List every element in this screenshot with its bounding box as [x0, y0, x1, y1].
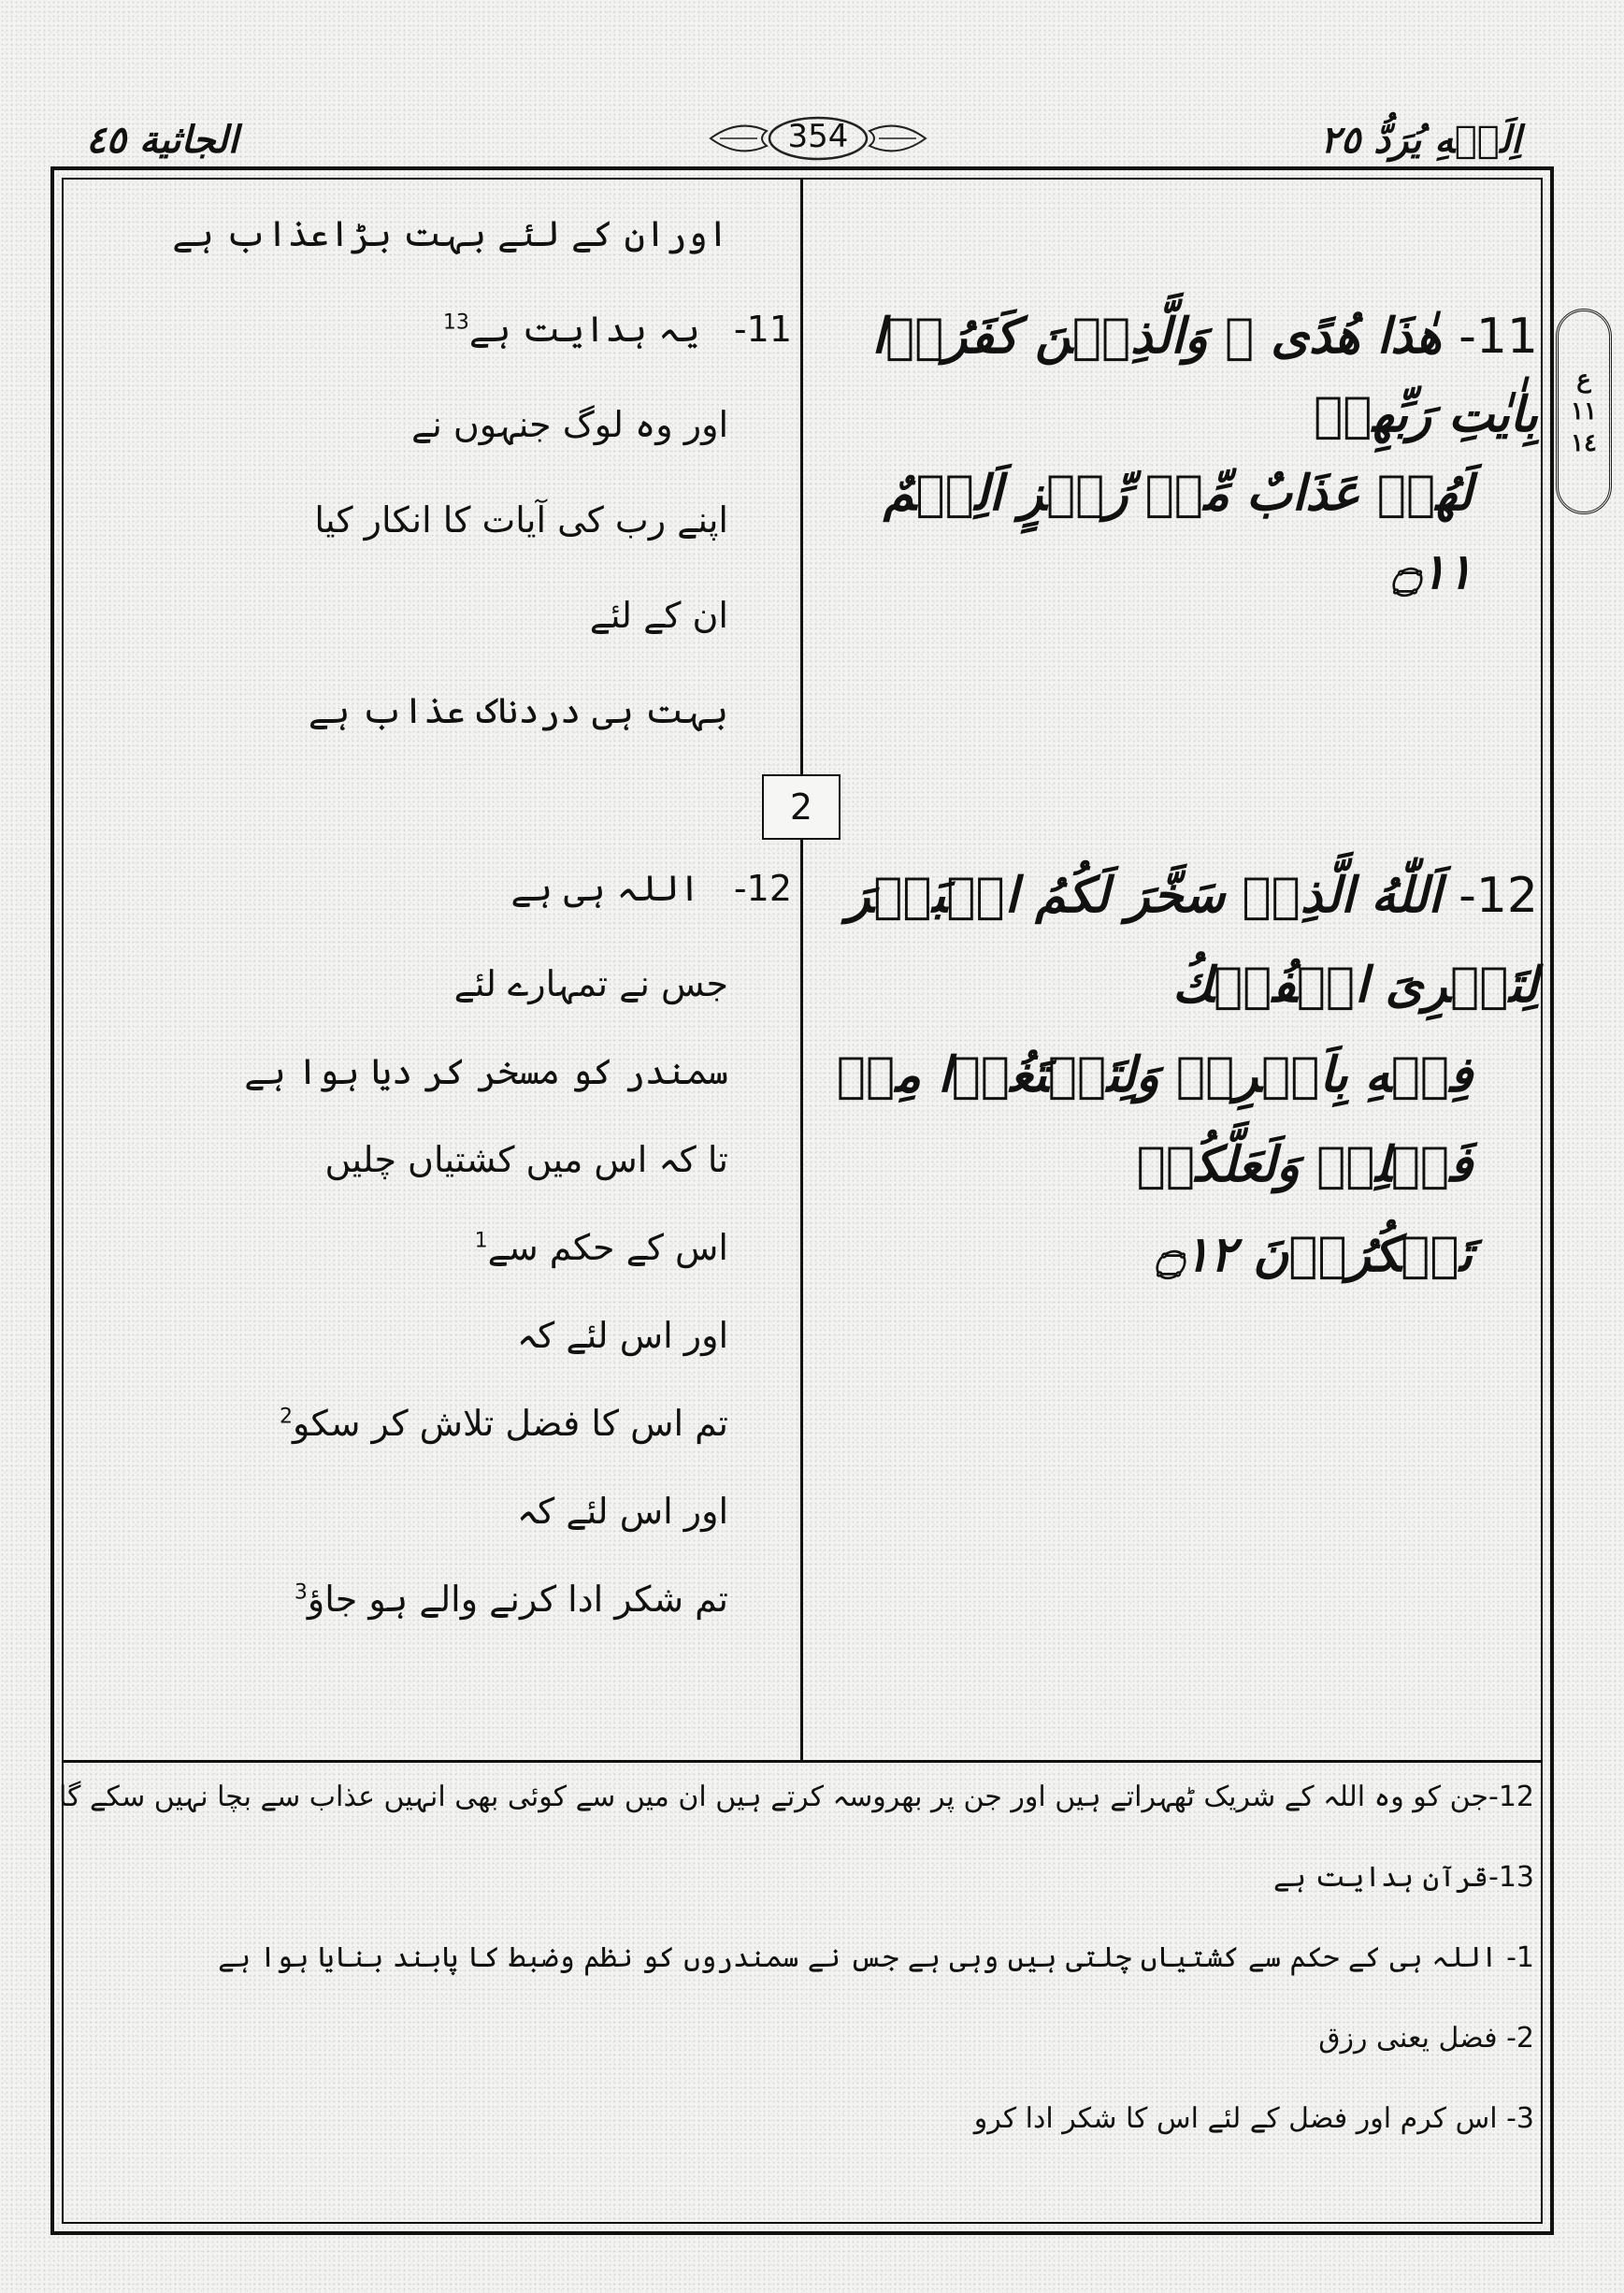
translation-line: اوران کے لئے بہت بڑاعذاب ہے: [172, 213, 728, 254]
translation-text: یہ ہدایت ہے: [468, 309, 700, 350]
ruku-number-a: ١١: [1571, 397, 1597, 425]
translation-line: جس نے تمہارے لئے: [453, 963, 728, 1004]
page-number: 354: [787, 118, 849, 155]
translation-line: تم شکر ادا کرنے والے ہو جاؤ$^3$: [294, 1579, 728, 1620]
page-number-ornament: [701, 110, 935, 166]
translation-line: سمندر کو مسخر کر دیا ہوا ہے: [244, 1051, 728, 1092]
footnote-text: قرآن ہدایت ہے: [1272, 1861, 1488, 1894]
ayah-line: [809, 1210, 1538, 1300]
footnote-number: 12-: [1487, 1781, 1534, 1813]
juz-name: اِلَيۡهِ يُرَدُّ ٢٥: [1320, 118, 1521, 162]
translation-line: تا کہ اس میں کشتیاں چلیں: [324, 1139, 728, 1180]
footnote-number: 1-: [1506, 1941, 1534, 1974]
translation-line: بہت ہی دردناک عذاب ہے: [308, 690, 728, 731]
surah-name: الجاثية ٤٥: [86, 118, 238, 162]
footnote: [218, 1941, 1534, 1974]
translation-number: 12-: [733, 868, 792, 909]
translation-text: اللہ ہی ہے: [510, 868, 700, 909]
ayah-12: [809, 851, 1538, 1300]
footnote-ref: 13: [442, 310, 469, 335]
ayah-text: فِيۡهِ بِاَمۡرِهٖ وَلِتَبۡتَغُوۡا مِنۡ فَضۡلِهٖ وَلَعَلَّكُمۡ: [836, 1046, 1473, 1193]
ayah-text: تَشۡكُرُوۡنَ ۝١٢: [1155, 1226, 1473, 1283]
footnote-text: فضل یعنی رزق: [1318, 2022, 1498, 2055]
ayah-line: [809, 1031, 1538, 1210]
translation-ayah-12-first: [510, 868, 792, 909]
ayah-text: هٰذَا هُدًى ۚ وَالَّذِيۡنَ كَفَرُوۡا بِاٰيٰتِ رَبِّهِمۡ: [871, 308, 1538, 443]
footnote: [974, 2102, 1534, 2135]
footnote-text: جن کو وہ اللہ کے شریک ٹھہراتے ہیں اور جن پر بھروسہ کرتے ہیں ان میں سے کوئی بھی انہیں عذاب سے بچا نہیں سکے گا: [58, 1781, 1488, 1813]
translation-line: تم اس کا فضل تلاش کر سکو$^2$: [279, 1403, 728, 1444]
translation-line: اور وہ لوگ جنہوں نے: [410, 404, 728, 445]
translation-line: اور اس لئے کہ: [516, 1491, 728, 1532]
ayah-line: [809, 454, 1538, 612]
ayah-line: [809, 851, 1538, 1031]
footnote-divider: [62, 1760, 1543, 1763]
ayah-number: 11-: [1459, 309, 1538, 365]
ayah-11: [809, 297, 1538, 612]
translation-ayah-11-first: [443, 309, 792, 350]
column-divider: [800, 178, 803, 1762]
translation-line: اور اس لئے کہ: [516, 1315, 728, 1356]
translation-line: اپنے رب کی آیات کا انکار کیا: [314, 499, 728, 541]
footnote-text: اللہ ہی کے حکم سے کشتیاں چلتی ہیں وہی ہے جس نے سمندروں کو نظم وضبط کا پابند بنایا ہوا ہے: [218, 1941, 1498, 1974]
ruku-number-b: ١٤: [1571, 429, 1597, 457]
footnote: [59, 1781, 1534, 1813]
footnote-text: اس کرم اور فضل کے لئے اس کا شکر ادا کرو: [973, 2102, 1498, 2135]
footnote-number: 13-: [1487, 1861, 1534, 1894]
ayah-text: اَللّٰهُ الَّذِىۡ سَخَّرَ لَكُمُ الۡبَحۡرَ لِتَجۡرِىَ الۡفُلۡكُ: [846, 867, 1538, 1014]
ruku-letter: ع: [1576, 366, 1591, 394]
footnote-number: 2-: [1506, 2022, 1534, 2055]
ruku-marker-badge: [1556, 309, 1612, 514]
footnote: [1273, 1861, 1534, 1894]
translation-line: اس کے حکم سے$^1$: [474, 1227, 728, 1268]
footnote-number: 3-: [1506, 2102, 1534, 2135]
ayah-number: 12-: [1459, 868, 1538, 924]
translation-number: 11-: [733, 309, 792, 350]
section-marker-box: 2: [762, 774, 841, 840]
ayah-text: لَهُمۡ عَذَابٌ مِّنۡ رِّجۡزٍ اَلِيۡمٌ ۝١١: [883, 465, 1473, 600]
footnote: [1318, 2022, 1534, 2055]
translation-line: ان کے لئے: [589, 595, 728, 636]
ayah-line: [809, 297, 1538, 454]
